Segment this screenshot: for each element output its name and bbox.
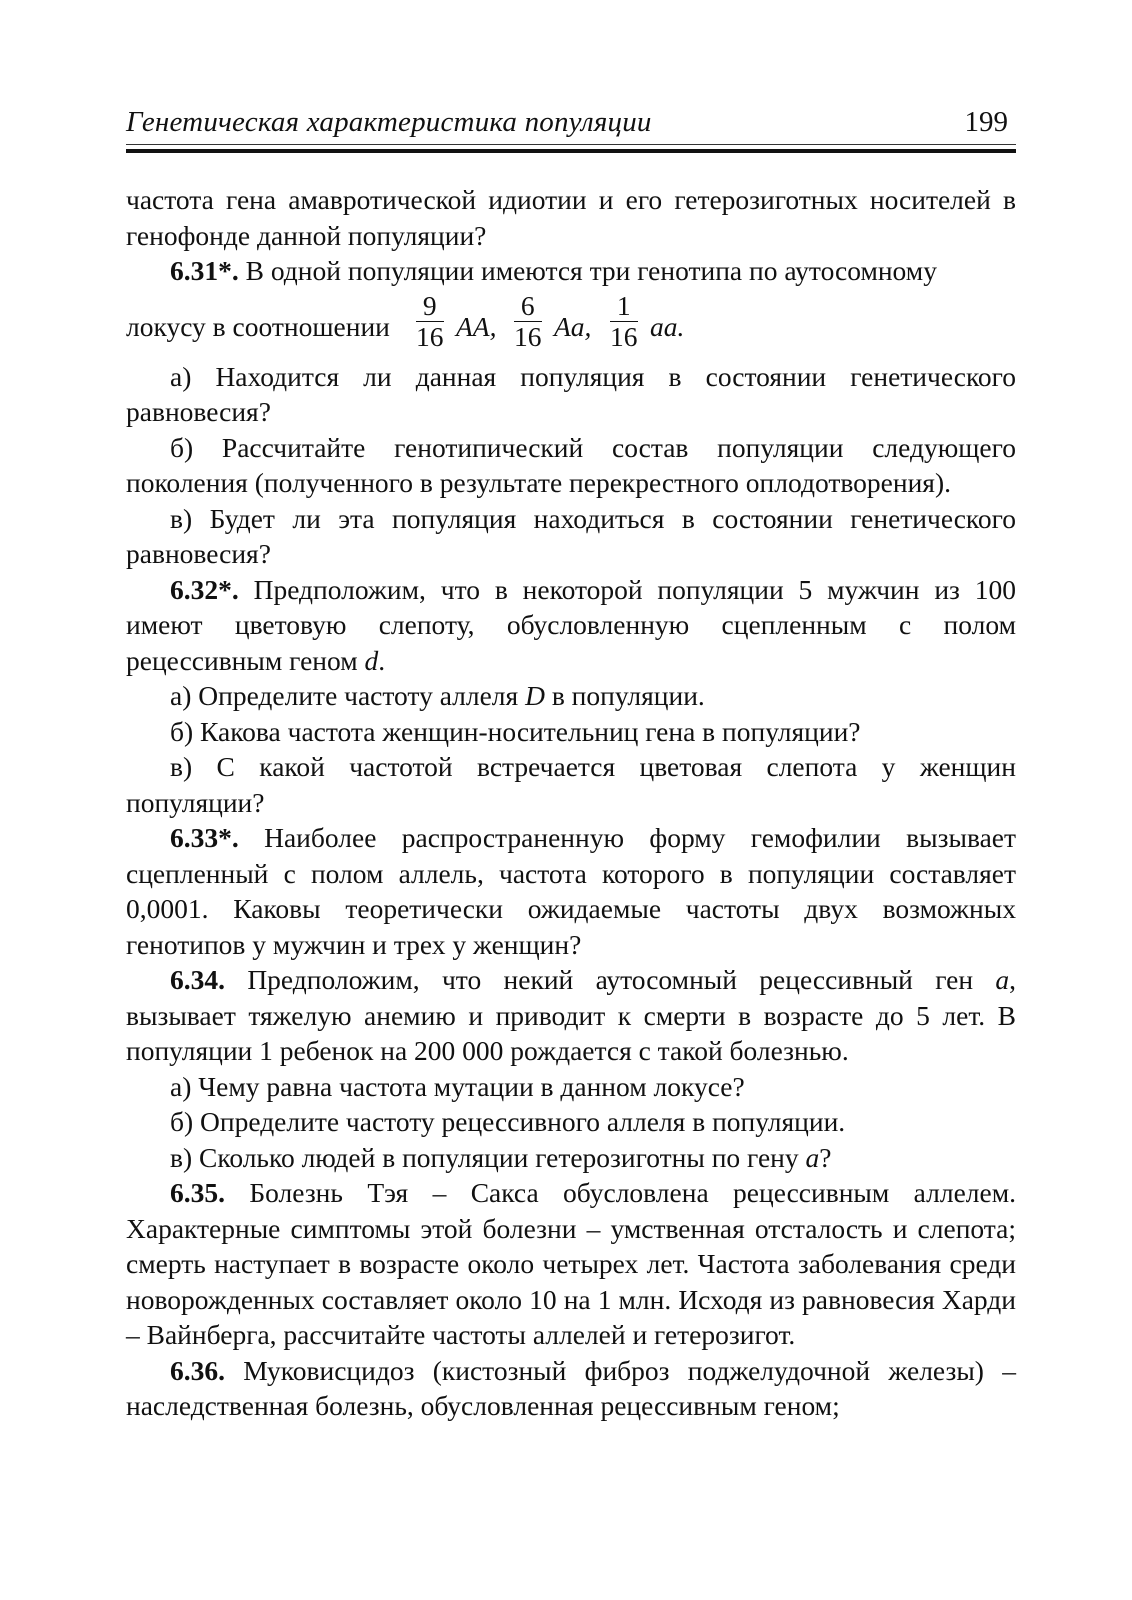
fraction-denominator: 16 [514, 320, 542, 352]
question-text-end: в популяции. [544, 680, 705, 711]
fraction-aa-recessive [610, 291, 638, 352]
running-header [126, 106, 1016, 146]
problem-text-end: , вызывает тяжелую анемию и приводит к смерти в возрасте до 5 лет. В популяции 1 ребенок на 200 000 рождается с такой болезнью. [126, 964, 1016, 1066]
question-a [126, 678, 1016, 714]
gene-symbol: a [995, 964, 1010, 995]
page-body [126, 182, 1016, 1424]
header-rule-thick [126, 149, 1016, 153]
problem-text: Муковисцидоз (кистозный фиброз поджелудочной железы) – наследственная болезнь, обусловленная рецессивным геном; [126, 1354, 1016, 1421]
question-text: в) Сколько людей в популяции гетерозиготны по гену [170, 1141, 806, 1173]
question-c: в) Будет ли эта популяция находиться в состоянии генетического равновесия? [126, 502, 1016, 569]
problem-text-end: . [378, 644, 386, 676]
question-c [126, 1140, 1016, 1176]
problem-6-31 [126, 253, 1016, 289]
fraction-numerator: 6 [514, 291, 542, 322]
header-rule-thin [126, 144, 1016, 145]
problem-text: Предположим, что в некоторой популяции 5 мужчин из 100 имеют цветовую слепоту, обусловленную сцепленным с полом рецессивным геном [126, 573, 1016, 676]
problem-text: Предположим, что некий аутосомный рецессивный ген [225, 964, 996, 995]
page-number: 199 [964, 106, 1008, 138]
problem-6-36 [126, 1353, 1016, 1424]
question-c: в) С какой частотой встречается цветовая слепота у женщин популяции? [126, 751, 1016, 818]
problem-text: Наиболее распространенную форму гемофилии вызывает сцепленный с полом аллель, частота которого в популяции составляет 0,0001. Каковы теоретически ожидаемые частоты двух возможных генотипов у мужчин и трех у женщин? [126, 822, 1016, 960]
intro-paragraph: частота гена амавротической идиотии и его гетерозиготных носителей в генофонде данной популяции? [126, 184, 1016, 251]
problem-6-33 [126, 820, 1016, 962]
genotype-ratio-formula [126, 289, 1016, 359]
problem-number: 6.35. [170, 1177, 225, 1208]
question-b: б) Какова частота женщин-носительниц гена в популяции? [170, 715, 861, 747]
gene-symbol: a [805, 1141, 820, 1173]
fraction-aa-hetero [514, 291, 542, 352]
problem-6-32 [126, 572, 1016, 679]
question-b: б) Рассчитайте генотипический состав популяции следующего поколения (полученного в результате перекрестного оплодотворения). [126, 431, 1016, 498]
gene-symbol: D [525, 680, 545, 711]
fraction-numerator: 1 [610, 291, 638, 322]
question-text: а) Определите частоту аллеля [170, 680, 526, 711]
genotype-label: Aa, [554, 310, 592, 342]
problem-number: 6.33*. [170, 822, 239, 853]
problem-6-34 [126, 962, 1016, 1069]
question-text-end: ? [819, 1141, 832, 1173]
gene-symbol: d [364, 644, 379, 676]
question-a: а) Чему равна частота мутации в данном локусе? [170, 1070, 745, 1102]
question-a: а) Находится ли данная популяция в состоянии генетического равновесия? [126, 360, 1016, 427]
fraction-numerator: 9 [416, 291, 444, 322]
question-b: б) Определите частоту рецессивного аллеля в популяции. [170, 1106, 846, 1137]
problem-number: 6.36. [170, 1354, 225, 1386]
genotype-label: aa. [650, 310, 685, 342]
problem-text: В одной популяции имеются три генотипа по аутосомному [238, 255, 937, 286]
genotype-label: AA, [456, 310, 497, 342]
fraction-aa-dominant [416, 291, 444, 352]
fraction-denominator: 16 [416, 320, 444, 352]
problem-number: 6.34. [170, 964, 225, 995]
problem-6-35 [126, 1175, 1016, 1353]
formula-label: локусу в соотношении [126, 310, 390, 342]
problem-number: 6.31*. [170, 255, 239, 286]
fraction-denominator: 16 [610, 320, 638, 352]
problem-number: 6.32*. [170, 573, 239, 605]
problem-text: Болезнь Тэя – Сакса обусловлена рецессивным аллелем. Характерные симптомы этой болезни – умственная отсталость и слепота; смерть наступает в возрасте около четырех лет. Частота заболевания среди новорожденных составляет около 10 на 1 млн. Исходя из равновесия Харди – Вайнберга, рассчитайте частоты аллелей и гетерозигот. [126, 1177, 1016, 1350]
running-title: Генетическая характеристика популяции [126, 106, 652, 138]
